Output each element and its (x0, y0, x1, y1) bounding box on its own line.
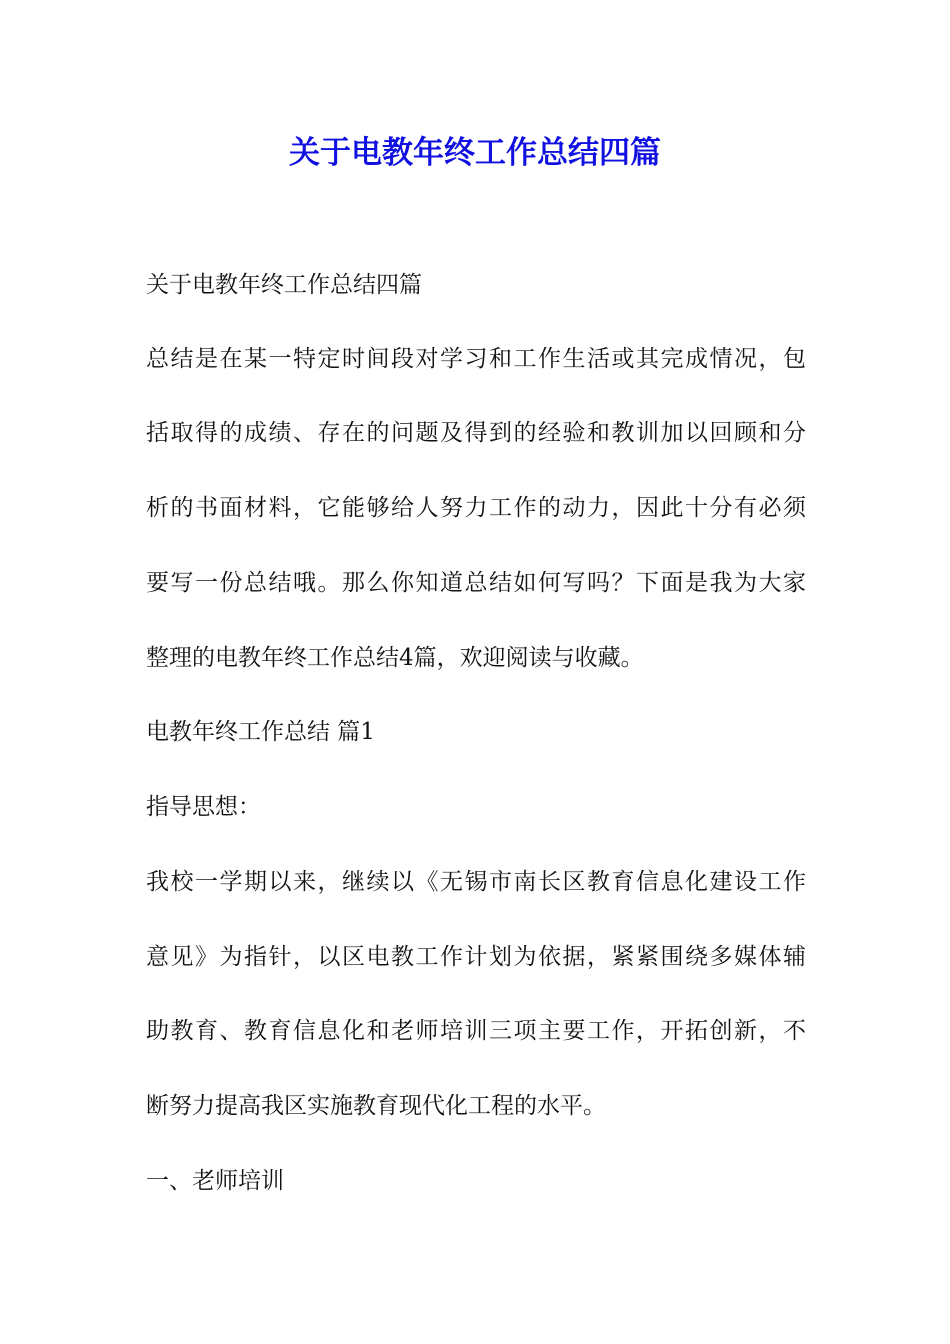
subsection-heading: 一、老师培训 (146, 1168, 284, 1194)
body-text-line: 整理的电教年终工作总结4篇，欢迎阅读与收藏。 (146, 645, 644, 671)
body-text-line: 意见》为指针，以区电教工作计划为依据，紧紧围绕多媒体辅 (146, 944, 806, 970)
body-text-line: 我校一学期以来，继续以《无锡市南长区教育信息化建设工作 (146, 869, 806, 895)
body-text-line: 析的书面材料，它能够给人努力工作的动力，因此十分有必须 (146, 495, 806, 521)
page-title: 关于电教年终工作总结四篇 (289, 135, 661, 171)
subtitle-line: 关于电教年终工作总结四篇 (146, 272, 422, 298)
subsection-heading: 指导思想： (146, 794, 261, 820)
body-text-line: 助教育、教育信息化和老师培训三项主要工作，开拓创新，不 (146, 1018, 806, 1044)
body-text-line: 括取得的成绩、存在的问题及得到的经验和教训加以回顾和分 (146, 420, 806, 446)
section-heading: 电教年终工作总结 篇1 (146, 719, 375, 745)
body-text-line: 总结是在某一特定时间段对学习和工作生活或其完成情况，包 (146, 346, 806, 372)
body-text-line: 断努力提高我区实施教育现代化工程的水平。 (146, 1093, 606, 1119)
body-text-line: 要写一份总结哦。那么你知道总结如何写吗？下面是我为大家 (146, 570, 806, 596)
